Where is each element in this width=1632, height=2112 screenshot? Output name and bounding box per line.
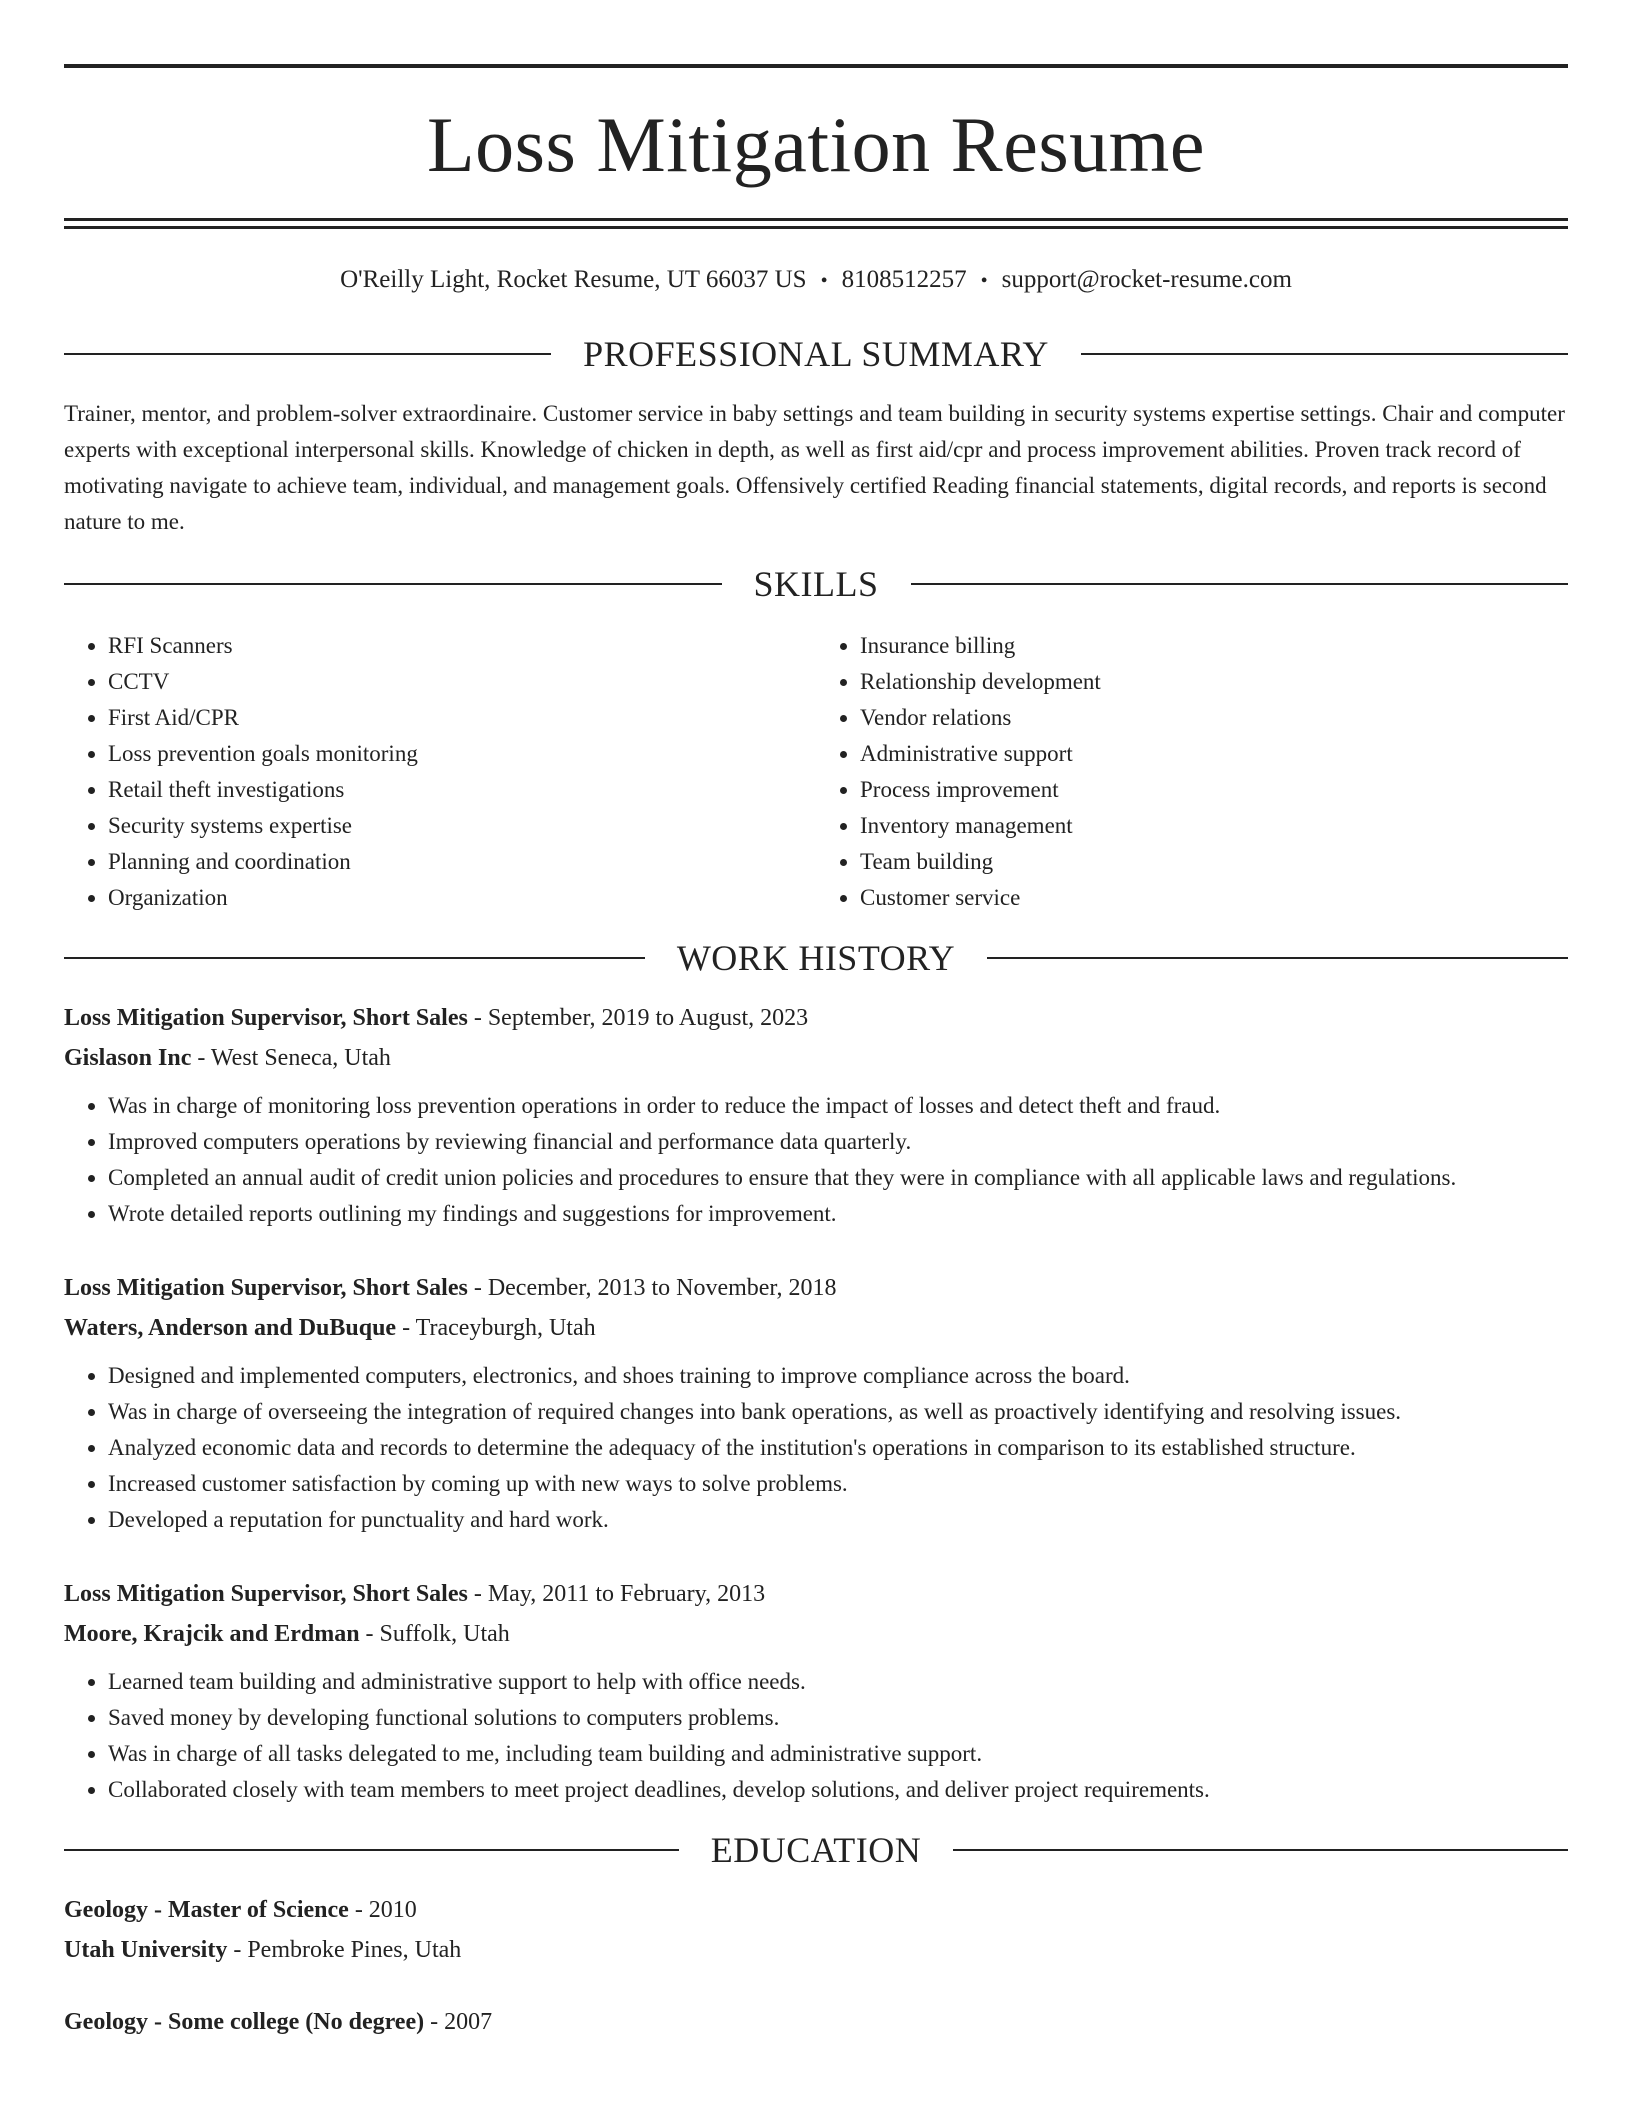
job-company-line — [64, 1308, 1568, 1348]
skill-item: • Retail theft investigations — [108, 772, 816, 808]
job-bullet: • Designed and implemented computers, electronics, and shoes training to improve compliance across the board. — [108, 1358, 1568, 1394]
education-degree-line — [64, 1890, 1568, 1930]
heading-rule-right — [987, 957, 1568, 959]
job-company: Waters, Anderson and DuBuque — [64, 1315, 397, 1341]
job-bullets — [64, 1088, 1568, 1232]
education-degree: Geology - Some college (No degree) — [64, 2009, 425, 2035]
education-school: Utah University — [64, 1937, 228, 1963]
skills-list — [64, 628, 1568, 916]
contact-email: support@rocket-resume.com — [1001, 266, 1292, 293]
skills-heading-text: SKILLS — [753, 564, 879, 604]
skill-item: • Insurance billing — [860, 628, 1568, 664]
education-school-line — [64, 1930, 1568, 1970]
job-bullet: • Analyzed economic data and records to determine the adequacy of the institution's operations in comparison to its established structure. — [108, 1430, 1568, 1466]
heading-rule-right — [953, 1849, 1568, 1851]
job-location: - Suffolk, Utah — [359, 1621, 510, 1647]
job-dates: - September, 2019 to August, 2023 — [467, 1005, 809, 1031]
skills-column-left — [64, 628, 816, 916]
skill-item: • Customer service — [860, 880, 1568, 916]
job-bullet: • Was in charge of overseeing the integration of required changes into bank operations, as well as proactively identifying and resolving issues. — [108, 1394, 1568, 1430]
job-bullet: • Was in charge of all tasks delegated to me, including team building and administrative support. — [108, 1736, 1568, 1772]
job-bullet: • Collaborated closely with team members to meet project deadlines, develop solutions, and deliver project requirements. — [108, 1772, 1568, 1808]
job-bullet: • Learned team building and administrative support to help with office needs. — [108, 1664, 1568, 1700]
job-company-line — [64, 1614, 1568, 1654]
job-bullet: • Increased customer satisfaction by coming up with new ways to solve problems. — [108, 1466, 1568, 1502]
skill-item: • Organization — [108, 880, 816, 916]
education-heading — [64, 1828, 1568, 1872]
contact-line — [64, 265, 1568, 296]
education-entry — [64, 1890, 1568, 1970]
job-entry — [64, 1574, 1568, 1808]
heading-rule-left — [64, 1849, 679, 1851]
skills-heading — [64, 562, 1568, 606]
top-rule — [64, 64, 1568, 68]
skill-item: • Planning and coordination — [108, 844, 816, 880]
skill-item: • CCTV — [108, 664, 816, 700]
skill-item: • Security systems expertise — [108, 808, 816, 844]
skill-item: • First Aid/CPR — [108, 700, 816, 736]
job-company: Moore, Krajcik and Erdman — [64, 1621, 360, 1647]
work-heading — [64, 936, 1568, 980]
job-location: - Traceyburgh, Utah — [396, 1315, 596, 1341]
education-year: - 2010 — [348, 1897, 417, 1923]
heading-rule-left — [64, 583, 722, 585]
job-title: Loss Mitigation Supervisor, Short Sales — [64, 1275, 468, 1301]
education-heading-text: EDUCATION — [710, 1830, 922, 1870]
education-entry — [64, 2002, 1568, 2042]
job-dates: - December, 2013 to November, 2018 — [467, 1275, 837, 1301]
summary-heading-text: PROFESSIONAL SUMMARY — [583, 334, 1049, 374]
work-heading-text: WORK HISTORY — [676, 938, 956, 978]
education-location: - Pembroke Pines, Utah — [227, 1937, 462, 1963]
job-dates: - May, 2011 to February, 2013 — [467, 1581, 766, 1607]
job-bullet: • Completed an annual audit of credit union policies and procedures to ensure that they were in compliance with all applicable laws and regulations. — [108, 1160, 1568, 1196]
skill-item: • RFI Scanners — [108, 628, 816, 664]
skill-item: • Loss prevention goals monitoring — [108, 736, 816, 772]
summary-heading — [64, 332, 1568, 376]
page-title: Loss Mitigation Resume — [427, 101, 1205, 188]
job-bullet: • Was in charge of monitoring loss prevention operations in order to reduce the impact of losses and detect theft and fraud. — [108, 1088, 1568, 1124]
job-title: Loss Mitigation Supervisor, Short Sales — [64, 1005, 468, 1031]
job-title-line — [64, 1268, 1568, 1308]
skills-column-right — [816, 628, 1568, 916]
job-title-line — [64, 1574, 1568, 1614]
job-title: Loss Mitigation Supervisor, Short Sales — [64, 1581, 468, 1607]
title-double-rule — [64, 218, 1568, 229]
education-degree-line — [64, 2002, 1568, 2042]
contact-separator: • — [980, 270, 988, 292]
contact-separator: • — [820, 270, 828, 292]
job-bullet: • Developed a reputation for punctuality and hard work. — [108, 1502, 1568, 1538]
education-year: - 2007 — [424, 2009, 493, 2035]
skill-item: • Administrative support — [860, 736, 1568, 772]
contact-phone: 8108512257 — [841, 266, 967, 293]
job-company: Gislason Inc — [64, 1045, 192, 1071]
skill-item: • Vendor relations — [860, 700, 1568, 736]
skill-item: • Team building — [860, 844, 1568, 880]
job-bullet: • Improved computers operations by reviewing financial and performance data quarterly. — [108, 1124, 1568, 1160]
job-company-line — [64, 1038, 1568, 1078]
job-location: - West Seneca, Utah — [191, 1045, 391, 1071]
education-degree: Geology - Master of Science — [64, 1897, 349, 1923]
summary-text: Trainer, mentor, and problem-solver extraordinaire. Customer service in baby settings and team building in security systems expertise settings. Chair and computer experts with exceptional interpersonal skills. Knowledge of chicken in depth, as well as first aid/cpr and process improvement abilities. Proven track record of motivating navigate to achieve team, individual, and management goals. Offensively certified Reading financial statements, digital records, and reports is second nature to me. — [64, 401, 1565, 534]
skill-item: • Inventory management — [860, 808, 1568, 844]
job-bullet: • Wrote detailed reports outlining my findings and suggestions for improvement. — [108, 1196, 1568, 1232]
heading-rule-right — [1081, 353, 1568, 355]
job-bullets — [64, 1358, 1568, 1538]
skill-item: • Process improvement — [860, 772, 1568, 808]
job-entry — [64, 998, 1568, 1232]
job-title-line — [64, 998, 1568, 1038]
job-entry — [64, 1268, 1568, 1538]
skill-item: • Relationship development — [860, 664, 1568, 700]
heading-rule-left — [64, 353, 551, 355]
contact-address: O'Reilly Light, Rocket Resume, UT 66037 US — [340, 266, 807, 293]
job-bullets — [64, 1664, 1568, 1808]
heading-rule-left — [64, 957, 645, 959]
heading-rule-right — [911, 583, 1569, 585]
job-bullet: • Saved money by developing functional solutions to computers problems. — [108, 1700, 1568, 1736]
